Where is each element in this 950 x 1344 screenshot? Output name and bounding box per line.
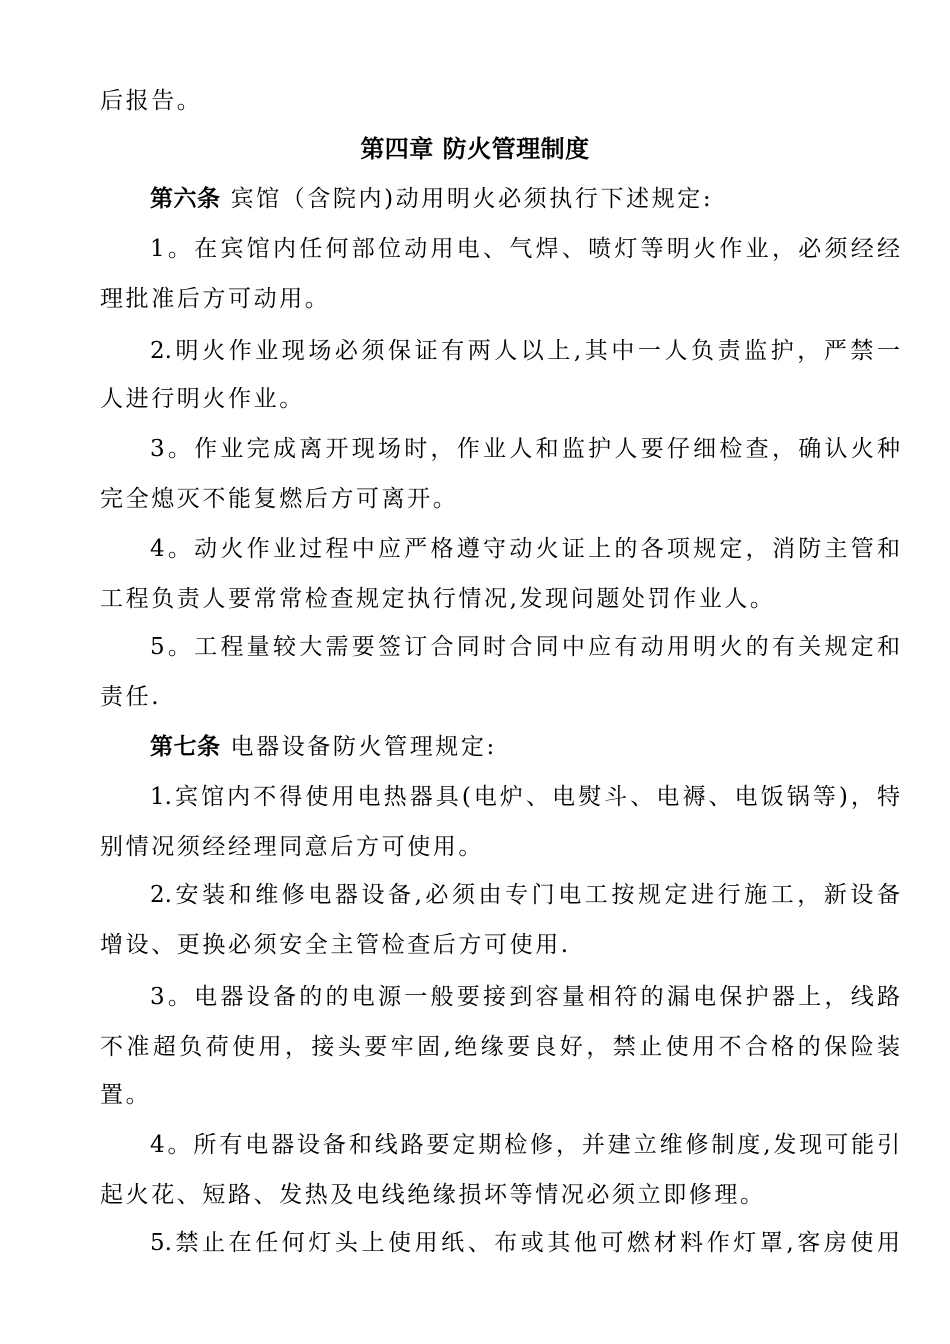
article6-item2-line1: 2.明火作业现场必须保证有两人以上,其中一人负责监护，严禁一 bbox=[150, 338, 900, 364]
article6-heading: 第六条 bbox=[150, 186, 221, 212]
article7-item1-line1: 1.宾馆内不得使用电热器具(电炉、电熨斗、电褥、电饭锅等)，特 bbox=[150, 784, 900, 810]
article6-item5-line1: 5。工程量较大需要签订合同时合同中应有动用明火的有关规定和 bbox=[150, 634, 900, 660]
article7-item3-line1: 3。电器设备的的电源一般要接到容量相符的漏电保护器上，线路 bbox=[150, 984, 900, 1010]
article7-heading: 第七条 bbox=[150, 734, 221, 760]
article6-item4-line1: 4。动火作业过程中应严格遵守动火证上的各项规定，消防主管和 bbox=[150, 536, 900, 562]
article7-item2-line2: 增设、更换必须安全主管检查后方可使用. bbox=[100, 932, 571, 958]
article6-item3-line1: 3。作业完成离开现场时，作业人和监护人要仔细检查，确认火种 bbox=[150, 436, 900, 462]
article6-item3-line2: 完全熄灭不能复燃后方可离开。 bbox=[100, 486, 459, 512]
intro-tail-line: 后报告。 bbox=[100, 88, 203, 114]
article6-item2-line2: 人进行明火作业。 bbox=[100, 386, 305, 412]
article7-item3-line2: 不准超负荷使用，接头要牢固,绝缘要良好，禁止使用不合格的保险装 bbox=[100, 1034, 900, 1060]
chapter-title: 第四章 防火管理制度 bbox=[360, 135, 590, 163]
article7-heading-line bbox=[150, 732, 900, 762]
article7-item4-line1: 4。所有电器设备和线路要定期检修，并建立维修制度,发现可能引 bbox=[150, 1132, 900, 1158]
article7-item5-line1: 5.禁止在任何灯头上使用纸、布或其他可燃材料作灯罩,客房使用 bbox=[150, 1230, 900, 1256]
article7-item3-line3: 置。 bbox=[100, 1082, 152, 1108]
article6-item1-line2: 理批准后方可动用。 bbox=[100, 286, 331, 312]
article7-item4-line2: 起火花、短路、发热及电线绝缘损坏等情况必须立即修理。 bbox=[100, 1182, 766, 1208]
article6-heading-line bbox=[150, 184, 900, 214]
article7-item2-line1: 2.安装和维修电器设备,必须由专门电工按规定进行施工，新设备 bbox=[150, 882, 900, 908]
article6-item5-line2: 责任. bbox=[100, 684, 162, 710]
article6-item1-line1: 1。在宾馆内任何部位动用电、气焊、喷灯等明火作业，必须经经 bbox=[150, 236, 900, 262]
article6-item4-line2: 工程负责人要常常检查规定执行情况,发现问题处罚作业人。 bbox=[100, 586, 776, 612]
article6-text: 宾馆（含院内)动用明火必须执行下述规定: bbox=[230, 186, 714, 212]
article7-text: 电器设备防火管理规定: bbox=[230, 734, 497, 760]
article7-item1-line2: 别情况须经经理同意后方可使用。 bbox=[100, 834, 484, 860]
